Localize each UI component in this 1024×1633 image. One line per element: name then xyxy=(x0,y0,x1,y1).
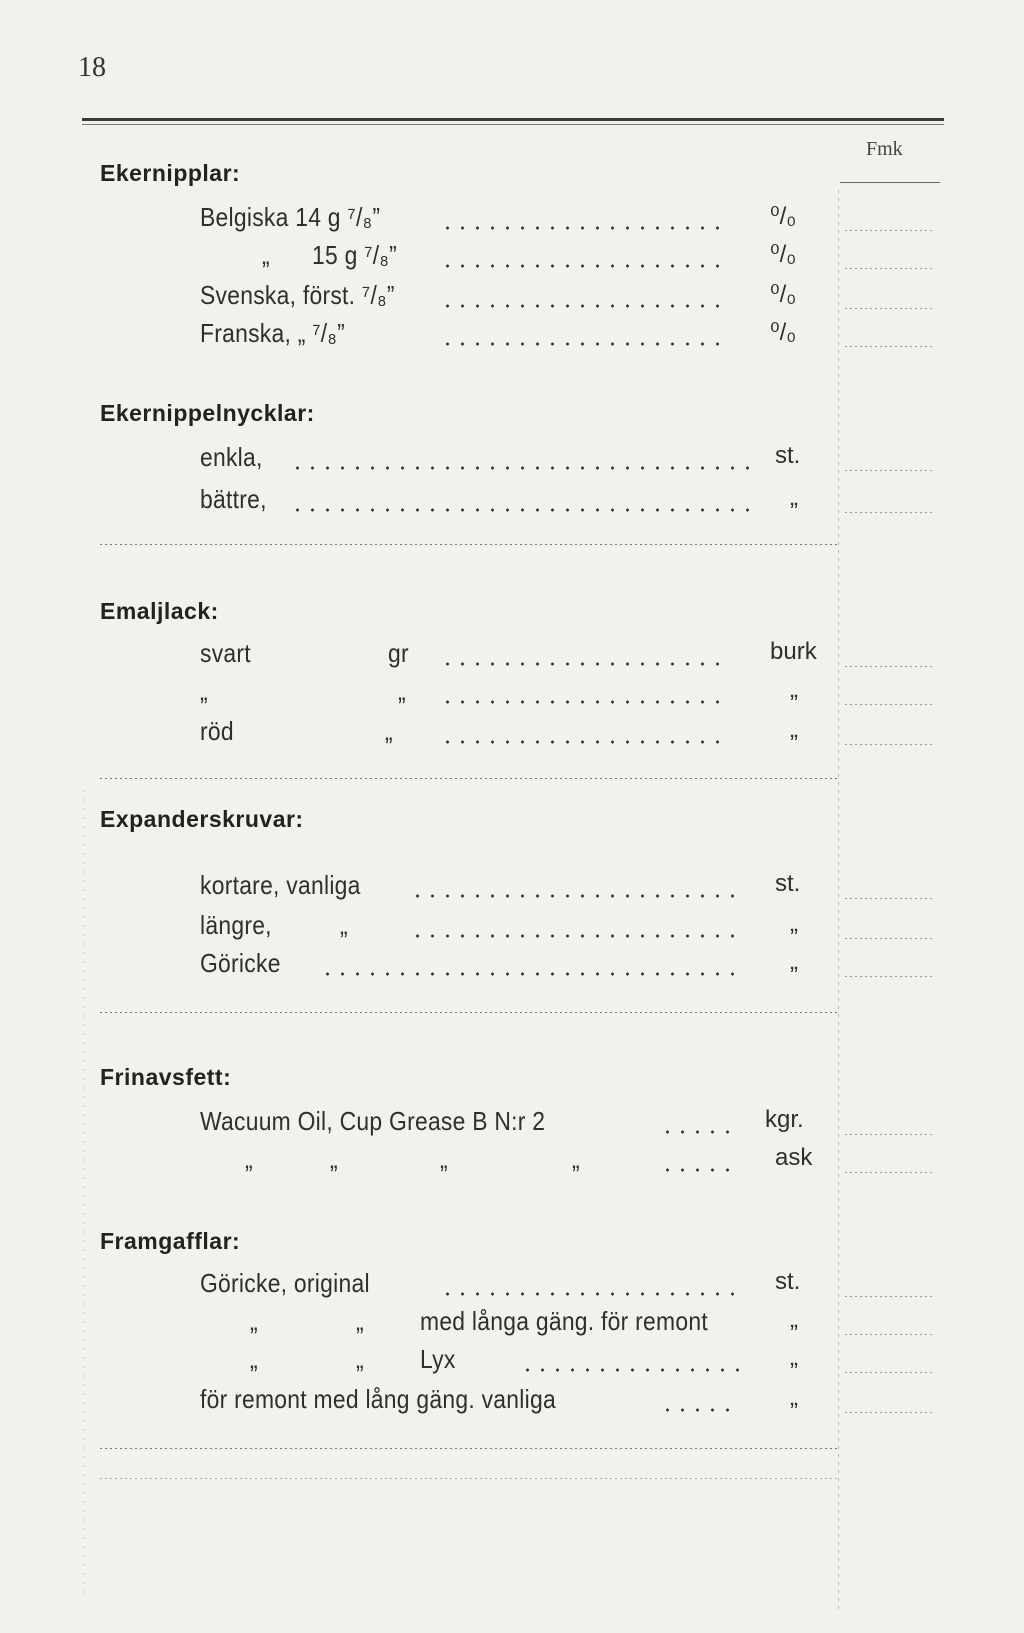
price-field xyxy=(845,512,935,513)
price-field xyxy=(845,268,935,269)
list-item xyxy=(0,638,1024,674)
item-label: för remont med lång gäng. vanliga xyxy=(200,1384,556,1414)
unit-label: „ xyxy=(790,1384,798,1411)
price-field xyxy=(845,1412,935,1413)
ditto-mark: „ xyxy=(330,1144,338,1174)
unit-label: kgr. xyxy=(765,1106,804,1133)
leader-dots xyxy=(440,662,730,666)
leader-dots xyxy=(440,1292,740,1296)
item-label: Franska, „ ⁷/₈” xyxy=(200,318,346,348)
price-field xyxy=(845,976,935,977)
list-item xyxy=(0,280,1024,316)
price-field xyxy=(845,744,935,745)
list-item xyxy=(0,1384,1024,1420)
ditto-mark: „ xyxy=(356,1344,364,1374)
price-field xyxy=(845,898,935,899)
item-label: Wacuum Oil, Cup Grease B N:r 2 xyxy=(200,1106,546,1136)
unit-label: „ xyxy=(790,484,798,511)
ditto-mark: „ xyxy=(572,1144,580,1174)
price-field xyxy=(845,704,935,705)
item-unit-label: gr xyxy=(388,638,409,668)
unit-label: „ xyxy=(790,716,798,743)
section-title-emaljlack: Emaljlack: xyxy=(100,598,219,624)
unit-label: „ xyxy=(790,676,798,703)
price-field xyxy=(845,470,935,471)
list-item xyxy=(0,1144,1024,1180)
leader-dots xyxy=(440,226,730,230)
ditto-mark: „ xyxy=(340,910,348,940)
unit-label: ⁰/₀ xyxy=(770,241,797,268)
page-number: 18 xyxy=(78,52,106,83)
unit-label: ⁰/₀ xyxy=(770,281,797,308)
list-item xyxy=(0,1106,1024,1142)
list-item xyxy=(0,910,1024,946)
unit-label: st. xyxy=(775,870,801,897)
leader-dots xyxy=(290,508,750,512)
price-field xyxy=(845,230,935,231)
ditto-mark: „ xyxy=(398,676,406,706)
price-field xyxy=(845,346,935,347)
ditto-mark: „ xyxy=(385,716,393,746)
ditto-mark: „ xyxy=(245,1144,253,1174)
list-item xyxy=(0,202,1024,238)
ditto-mark: „ xyxy=(440,1144,448,1174)
item-label: Göricke xyxy=(200,948,281,978)
price-field xyxy=(845,1172,935,1173)
item-label: bättre, xyxy=(200,484,267,514)
leader-dots xyxy=(660,1168,740,1172)
leader-dots xyxy=(320,972,740,976)
price-header-rule xyxy=(840,182,940,183)
ditto-mark: „ xyxy=(250,1306,258,1336)
item-label: Göricke, original xyxy=(200,1268,370,1298)
list-item xyxy=(0,1268,1024,1304)
list-item xyxy=(0,870,1024,906)
ditto-mark: „ xyxy=(356,1306,364,1336)
item-label: röd xyxy=(200,716,234,746)
item-label: längre, xyxy=(200,910,272,940)
price-field xyxy=(845,938,935,939)
leader-dots xyxy=(440,342,730,346)
unit-label: „ xyxy=(790,910,798,937)
leader-dots xyxy=(440,264,730,268)
section-title-expanderskruvar: Expanderskruvar: xyxy=(100,806,304,832)
leader-dots xyxy=(440,304,730,308)
header-rule-thin xyxy=(82,124,944,125)
item-label: enkla, xyxy=(200,442,263,472)
section-title-ekernipplar: Ekernipplar: xyxy=(100,160,241,186)
list-item xyxy=(0,442,1024,478)
section-divider xyxy=(100,1448,840,1449)
list-item xyxy=(0,948,1024,984)
list-item xyxy=(0,676,1024,712)
list-item xyxy=(0,318,1024,354)
unit-label: „ xyxy=(790,1344,798,1371)
leader-dots xyxy=(410,934,740,938)
leader-dots xyxy=(440,700,730,704)
list-item xyxy=(0,1344,1024,1380)
header-rule xyxy=(82,118,944,121)
section-divider xyxy=(100,544,840,545)
unit-label: ⁰/₀ xyxy=(770,319,797,346)
ditto-mark: „ xyxy=(200,676,208,706)
item-label: Lyx xyxy=(420,1344,456,1374)
leader-dots xyxy=(520,1368,740,1372)
price-field xyxy=(845,666,935,667)
item-label: kortare, vanliga xyxy=(200,870,361,900)
price-field xyxy=(845,1372,935,1373)
unit-label: ⁰/₀ xyxy=(770,203,797,230)
unit-label: „ xyxy=(790,948,798,975)
unit-label: st. xyxy=(775,442,801,469)
leader-dots xyxy=(290,466,750,470)
ditto-mark: „ xyxy=(250,1344,258,1374)
leader-dots xyxy=(660,1408,740,1412)
list-item xyxy=(0,484,1024,520)
leader-dots xyxy=(440,740,730,744)
unit-label: „ xyxy=(790,1306,798,1333)
price-field xyxy=(845,1296,935,1297)
leader-dots xyxy=(410,894,740,898)
section-title-ekernippelnycklar: Ekernippelnycklar: xyxy=(100,400,315,426)
list-item xyxy=(0,1306,1024,1342)
item-label: svart xyxy=(200,638,251,668)
unit-label: ask xyxy=(775,1144,813,1171)
ditto-mark: „ xyxy=(262,240,270,270)
item-label: med långa gäng. för remont xyxy=(420,1306,708,1336)
list-item xyxy=(0,716,1024,752)
item-label: Belgiska 14 g ⁷/₈” xyxy=(200,202,381,232)
list-item xyxy=(0,240,1024,276)
leader-dots xyxy=(660,1130,740,1134)
section-divider xyxy=(100,1478,840,1479)
price-column-header: Fmk xyxy=(866,138,903,160)
section-title-frinavsfett: Frinavsfett: xyxy=(100,1064,232,1090)
price-field xyxy=(845,1134,935,1135)
section-divider xyxy=(100,1012,840,1013)
item-label: Svenska, först. ⁷/₈” xyxy=(200,280,395,310)
unit-label: st. xyxy=(775,1268,801,1295)
price-field xyxy=(845,308,935,309)
item-label: 15 g ⁷/₈” xyxy=(312,240,398,270)
section-title-framgafflar: Framgafflar: xyxy=(100,1228,241,1254)
price-field xyxy=(845,1334,935,1335)
unit-label: burk xyxy=(770,638,817,665)
section-divider xyxy=(100,778,840,779)
